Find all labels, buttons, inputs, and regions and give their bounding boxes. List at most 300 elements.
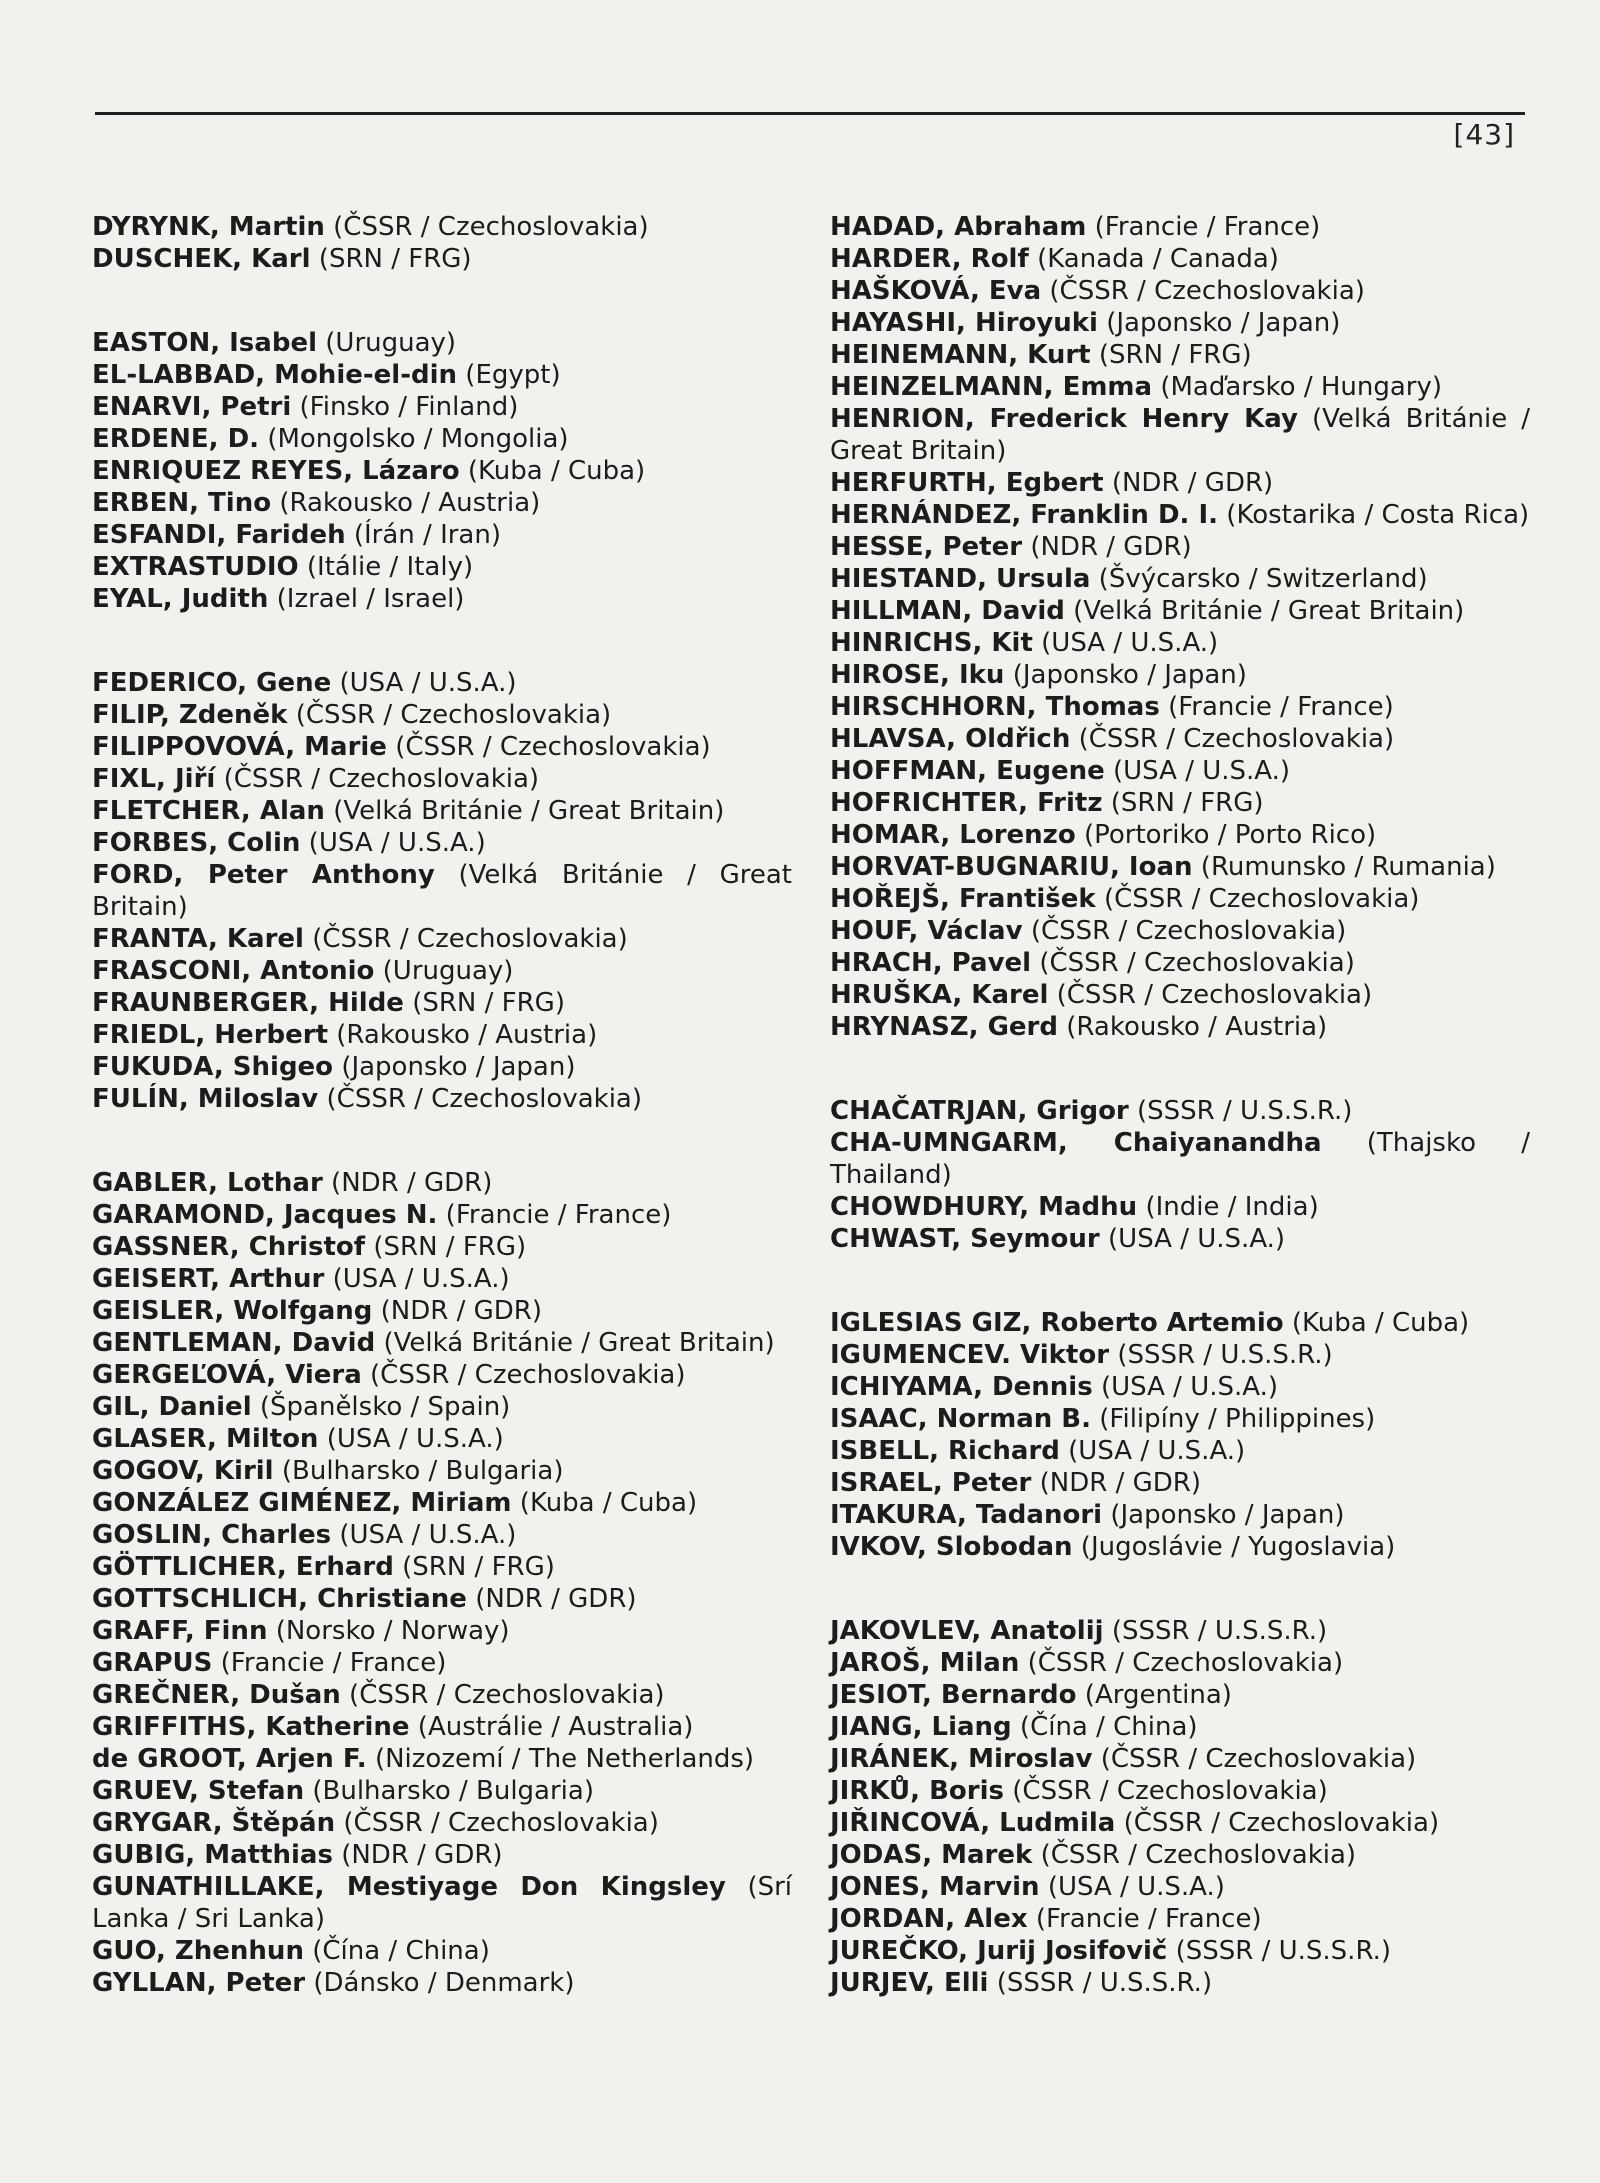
index-entry — [830, 1615, 1530, 1647]
index-entry — [92, 1871, 792, 1935]
entry-country: (ČSSR / Czechoslovakia) — [312, 924, 628, 954]
entry-country: (Nizozemí / The Netherlands) — [374, 1744, 755, 1774]
entry-country: (Kuba / Cuba) — [519, 1488, 698, 1518]
entry-country: (Írán / Iran) — [353, 520, 501, 550]
entry-name: HIRSCHHORN, Thomas — [830, 692, 1160, 722]
entry-country: (NDR / GDR) — [341, 1840, 503, 1870]
entry-name: GENTLEMAN, David — [92, 1328, 376, 1358]
index-entry — [830, 1371, 1530, 1403]
entry-country: (NDR / GDR) — [1030, 532, 1192, 562]
entry-name: HAYASHI, Hiroyuki — [830, 308, 1098, 338]
entry-name: GUNATHILLAKE, Mestiyage Don Kingsley — [92, 1872, 726, 1902]
index-entry — [830, 947, 1530, 979]
letter-group — [830, 1307, 1530, 1563]
entry-country: (ČSSR / Czechoslovakia) — [1039, 948, 1355, 978]
entry-country: (Norsko / Norway) — [275, 1616, 510, 1646]
index-entry — [830, 339, 1530, 371]
entry-name: FRANTA, Karel — [92, 924, 304, 954]
index-entry — [92, 1839, 792, 1871]
index-entry — [92, 1423, 792, 1455]
entry-name: ESFANDI, Farideh — [92, 520, 346, 550]
page-number: [43] — [1453, 118, 1515, 151]
entry-country: (Francie / France) — [1168, 692, 1394, 722]
entry-country: (ČSSR / Czechoslovakia) — [1027, 1648, 1344, 1678]
entry-name: ERDENE, D. — [92, 424, 260, 454]
entry-name: HRACH, Pavel — [830, 948, 1032, 978]
entry-country: (Dánsko / Denmark) — [313, 1968, 575, 1998]
index-entry — [830, 755, 1530, 787]
index-entry — [830, 1807, 1530, 1839]
entry-name: FORD, Peter Anthony — [92, 860, 435, 890]
index-entry — [92, 859, 792, 923]
index-entry — [92, 1019, 792, 1051]
entry-country: (Velká Británie / Great Britain) — [92, 860, 792, 922]
entry-country: (Španělsko / Spain) — [259, 1392, 511, 1422]
index-entry — [92, 1743, 792, 1775]
entry-name: GIL, Daniel — [92, 1392, 252, 1422]
index-entry — [92, 795, 792, 827]
index-entry — [92, 1391, 792, 1423]
entry-name: HIROSE, Iku — [830, 660, 1005, 690]
entry-country: (Čína / China) — [1019, 1712, 1198, 1742]
index-entry — [830, 691, 1530, 723]
entry-country: (Kuba / Cuba) — [1291, 1308, 1470, 1338]
entry-name: HLAVSA, Oldřich — [830, 724, 1071, 754]
index-entry — [830, 307, 1530, 339]
entry-name: HERNÁNDEZ, Franklin D. I. — [830, 500, 1219, 530]
entry-name: HOFFMAN, Eugene — [830, 756, 1105, 786]
entry-name: GOGOV, Kiril — [92, 1456, 274, 1486]
index-entry — [92, 1295, 792, 1327]
entry-country: (ČSSR / Czechoslovakia) — [1103, 884, 1420, 914]
entry-name: JAKOVLEV, Anatolij — [830, 1616, 1104, 1646]
entry-country: (USA / U.S.A.) — [326, 1424, 504, 1454]
index-entry — [92, 1935, 792, 1967]
entry-country: (SRN / FRG) — [1098, 340, 1252, 370]
entry-country: (Rakousko / Austria) — [1066, 1012, 1328, 1042]
index-entry — [830, 1903, 1530, 1935]
entry-name: GRUEV, Stefan — [92, 1776, 305, 1806]
index-entry — [830, 1435, 1530, 1467]
entry-name: HARDER, Rolf — [830, 244, 1029, 274]
entry-name: FRIEDL, Herbert — [92, 1020, 329, 1050]
entry-name: HRUŠKA, Karel — [830, 980, 1049, 1010]
entry-name: JORDAN, Alex — [830, 1904, 1028, 1934]
index-entry — [830, 1775, 1530, 1807]
index-entry — [92, 1967, 792, 1999]
entry-name: HOŘEJŠ, František — [830, 884, 1096, 914]
entry-country: (Velká Británie / Great Britain) — [830, 404, 1531, 466]
entry-name: HOFRICHTER, Fritz — [830, 788, 1103, 818]
entry-country: (Thajsko / Thailand) — [830, 1128, 1530, 1190]
entry-country: (USA / U.S.A.) — [339, 1520, 517, 1550]
entry-country: (NDR / GDR) — [1039, 1468, 1201, 1498]
entry-name: GUBIG, Matthias — [92, 1840, 333, 1870]
entry-name: GREČNER, Dušan — [92, 1680, 341, 1710]
index-entry — [92, 487, 792, 519]
entry-country: (ČSSR / Czechoslovakia) — [1030, 916, 1347, 946]
entry-name: GRAPUS — [92, 1648, 213, 1678]
entry-country: (Rumunsko / Rumania) — [1200, 852, 1496, 882]
index-entry — [830, 595, 1530, 627]
index-entry — [92, 1519, 792, 1551]
entry-name: IVKOV, Slobodan — [830, 1532, 1073, 1562]
entry-country: (Japonsko / Japan) — [1106, 308, 1341, 338]
entry-country: (SRN / FRG) — [373, 1232, 527, 1262]
entry-name: JIANG, Liang — [830, 1712, 1012, 1742]
entry-country: (ČSSR / Czechoslovakia) — [295, 700, 612, 730]
entry-country: (ČSSR / Czechoslovakia) — [223, 764, 540, 794]
entry-name: GRYGAR, Štěpán — [92, 1808, 336, 1838]
letter-group — [92, 327, 792, 615]
entry-name: ENARVI, Petri — [92, 392, 292, 422]
entry-country: (Kuba / Cuba) — [467, 456, 646, 486]
entry-name: ERBEN, Tino — [92, 488, 272, 518]
letter-group — [830, 1615, 1530, 1999]
entry-name: de GROOT, Arjen F. — [92, 1744, 367, 1774]
entry-country: (Bulharsko / Bulgaria) — [281, 1456, 564, 1486]
letter-group — [830, 1095, 1530, 1255]
entry-country: (ČSSR / Czechoslovakia) — [1100, 1744, 1417, 1774]
index-entry — [92, 1711, 792, 1743]
entry-name: GRIFFITHS, Katherine — [92, 1712, 410, 1742]
index-entry — [830, 1679, 1530, 1711]
entry-name: JODAS, Marek — [830, 1840, 1033, 1870]
index-entry — [830, 1191, 1530, 1223]
entry-country: (ČSSR / Czechoslovakia) — [1040, 1840, 1357, 1870]
entry-country: (Itálie / Italy) — [306, 552, 474, 582]
index-entry — [830, 1011, 1530, 1043]
index-entry — [830, 1531, 1530, 1563]
index-entry — [92, 1167, 792, 1199]
entry-country: (ČSSR / Czechoslovakia) — [343, 1808, 659, 1838]
index-entry — [92, 955, 792, 987]
entry-country: (Bulharsko / Bulgaria) — [312, 1776, 594, 1806]
entry-country: (SSSR / U.S.S.R.) — [1117, 1340, 1333, 1370]
entry-country: (Mongolsko / Mongolia) — [267, 424, 569, 454]
entry-name: HESSE, Peter — [830, 532, 1023, 562]
entry-country: (USA / U.S.A.) — [1041, 628, 1219, 658]
index-entry — [830, 1871, 1530, 1903]
index-entry — [92, 1359, 792, 1391]
entry-country: (NDR / GDR) — [1111, 468, 1274, 498]
entry-country: (Uruguay) — [325, 328, 457, 358]
entry-name: FIXL, Jiří — [92, 764, 216, 794]
index-entry — [830, 1223, 1530, 1255]
index-entry — [830, 1499, 1530, 1531]
entry-name: IGUMENCEV. Viktor — [830, 1340, 1110, 1370]
index-entry — [92, 1327, 792, 1359]
entry-country: (Japonsko / Japan) — [341, 1052, 576, 1082]
entry-country: (USA / U.S.A.) — [1113, 756, 1291, 786]
entry-country: (NDR / GDR) — [331, 1168, 493, 1198]
entry-name: EYAL, Judith — [92, 584, 269, 614]
letter-group — [92, 667, 792, 1115]
entry-name: GERGEĽOVÁ, Viera — [92, 1360, 362, 1390]
index-entry — [92, 327, 792, 359]
entry-name: HIESTAND, Ursula — [830, 564, 1091, 594]
index-entry — [830, 1935, 1530, 1967]
entry-country: (USA / U.S.A.) — [1047, 1872, 1225, 1902]
right-column — [830, 211, 1530, 2051]
entry-country: (Francie / France) — [1035, 1904, 1262, 1934]
entry-name: HOMAR, Lorenzo — [830, 820, 1076, 850]
entry-country: (Velká Británie / Great Britain) — [1073, 596, 1465, 626]
index-entry — [92, 1551, 792, 1583]
index-entry — [92, 519, 792, 551]
index-entry — [92, 923, 792, 955]
header-rule — [95, 112, 1525, 115]
index-entry — [830, 627, 1530, 659]
entry-name: JAROŠ, Milan — [830, 1648, 1020, 1678]
entry-name: HENRION, Frederick Henry Kay — [830, 404, 1298, 434]
index-entry — [830, 819, 1530, 851]
entry-country: (USA / U.S.A.) — [1100, 1372, 1278, 1402]
entry-country: (NDR / GDR) — [475, 1584, 637, 1614]
entry-country: (Rakousko / Austria) — [336, 1020, 598, 1050]
entry-name: ITAKURA, Tadanori — [830, 1500, 1103, 1530]
entry-name: GLASER, Milton — [92, 1424, 319, 1454]
index-entry — [830, 659, 1530, 691]
index-entry — [830, 1307, 1530, 1339]
entry-name: FILIPPOVOVÁ, Marie — [92, 732, 387, 762]
index-entry — [92, 359, 792, 391]
index-entry — [92, 827, 792, 859]
entry-country: (Indie / India) — [1145, 1192, 1319, 1222]
entry-country: (ČSSR / Czechoslovakia) — [1056, 980, 1373, 1010]
entry-name: JONES, Marvin — [830, 1872, 1040, 1902]
entry-name: EASTON, Isabel — [92, 328, 317, 358]
entry-country: (SRN / FRG) — [412, 988, 565, 1018]
entry-country: (Izrael / Israel) — [276, 584, 465, 614]
entry-name: HAŠKOVÁ, Eva — [830, 276, 1042, 306]
entry-name: HRYNASZ, Gerd — [830, 1012, 1058, 1042]
index-entry — [92, 423, 792, 455]
entry-country: (Velká Británie / Great Britain) — [333, 796, 725, 826]
entry-country: (Čína / China) — [312, 1936, 490, 1966]
index-entry — [92, 583, 792, 615]
index-entry — [92, 1583, 792, 1615]
index-entry — [830, 851, 1530, 883]
entry-name: CHA-UMNGARM, Chaiyanandha — [830, 1128, 1322, 1158]
entry-name: GUO, Zhenhun — [92, 1936, 304, 1966]
index-entry — [92, 763, 792, 795]
entry-country: (SSSR / U.S.S.R.) — [1111, 1616, 1328, 1646]
entry-country: (Velká Británie / Great Britain) — [383, 1328, 775, 1358]
index-entry — [92, 1083, 792, 1115]
entry-name: FUKUDA, Shigeo — [92, 1052, 334, 1082]
letter-group — [830, 211, 1530, 1043]
index-entry — [92, 1647, 792, 1679]
entry-name: CHAČATRJAN, Grigor — [830, 1096, 1129, 1126]
entry-name: FULÍN, Miloslav — [92, 1084, 319, 1114]
entry-country: (NDR / GDR) — [380, 1296, 543, 1326]
index-entry — [830, 403, 1530, 467]
entry-name: IGLESIAS GIZ, Roberto Artemio — [830, 1308, 1284, 1338]
entry-name: ICHIYAMA, Dennis — [830, 1372, 1093, 1402]
entry-name: JURJEV, Elli — [830, 1968, 989, 1998]
entry-country: (SRN / FRG) — [1110, 788, 1264, 818]
entry-name: HEINZELMANN, Emma — [830, 372, 1153, 402]
entry-country: (Kanada / Canada) — [1037, 244, 1279, 274]
entry-country: (SSSR / U.S.S.R.) — [1175, 1936, 1391, 1966]
entry-country: (Uruguay) — [382, 956, 514, 986]
index-entry — [830, 1095, 1530, 1127]
entry-name: FLETCHER, Alan — [92, 796, 325, 826]
entry-name: JIRÁNEK, Miroslav — [830, 1744, 1093, 1774]
entry-country: (USA / U.S.A.) — [339, 668, 517, 698]
index-entry — [830, 531, 1530, 563]
entry-country: (Filipíny / Philippines) — [1099, 1404, 1376, 1434]
index-entry — [830, 275, 1530, 307]
entry-name: GASSNER, Christof — [92, 1232, 366, 1262]
index-entry — [92, 1679, 792, 1711]
entry-country: (USA / U.S.A.) — [308, 828, 486, 858]
index-entry — [92, 731, 792, 763]
entry-country: (ČSSR / Czechoslovakia) — [1012, 1776, 1328, 1806]
entry-name: FRAUNBERGER, Hilde — [92, 988, 404, 1018]
entry-country: (Finsko / Finland) — [299, 392, 519, 422]
entry-name: HEINEMANN, Kurt — [830, 340, 1091, 370]
index-entry — [830, 211, 1530, 243]
entry-country: (USA / U.S.A.) — [1068, 1436, 1246, 1466]
entry-name: ISRAEL, Peter — [830, 1468, 1032, 1498]
entry-name: GRAFF, Finn — [92, 1616, 268, 1646]
entry-name: FORBES, Colin — [92, 828, 301, 858]
index-entry — [830, 467, 1530, 499]
entry-country: (Austrálie / Australia) — [417, 1712, 694, 1742]
entry-country: (USA / U.S.A.) — [1108, 1224, 1286, 1254]
entry-country: (Japonsko / Japan) — [1012, 660, 1247, 690]
index-entry — [92, 1487, 792, 1519]
entry-name: GONZÁLEZ GIMÉNEZ, Miriam — [92, 1488, 512, 1518]
entry-country: (Portoriko / Porto Rico) — [1083, 820, 1377, 850]
entry-name: ISAAC, Norman B. — [830, 1404, 1091, 1434]
letter-group — [92, 211, 792, 275]
entry-name: FRASCONI, Antonio — [92, 956, 375, 986]
entry-name: GEISLER, Wolfgang — [92, 1296, 373, 1326]
index-entry — [92, 211, 792, 243]
index-entry — [830, 1467, 1530, 1499]
index-entry — [830, 1403, 1530, 1435]
entry-name: CHOWDHURY, Madhu — [830, 1192, 1138, 1222]
entry-name: HADAD, Abraham — [830, 212, 1087, 242]
index-entry — [92, 1807, 792, 1839]
index-entry — [830, 1967, 1530, 1999]
entry-name: HINRICHS, Kit — [830, 628, 1033, 658]
entry-country: (Rakousko / Austria) — [279, 488, 541, 518]
index-entry — [92, 391, 792, 423]
entry-country: (SSSR / U.S.S.R.) — [996, 1968, 1213, 1998]
entry-name: GYLLAN, Peter — [92, 1968, 306, 1998]
entry-country: (ČSSR / Czechoslovakia) — [1078, 724, 1395, 754]
index-entry — [830, 243, 1530, 275]
entry-country: (SRN / FRG) — [402, 1552, 555, 1582]
entry-country: (Francie / France) — [1094, 212, 1321, 242]
entry-name: GEISERT, Arthur — [92, 1264, 325, 1294]
index-entry — [830, 563, 1530, 595]
index-entry — [830, 1839, 1530, 1871]
entry-name: CHWAST, Seymour — [830, 1224, 1100, 1254]
entry-name: GÖTTLICHER, Erhard — [92, 1552, 394, 1582]
entry-name: EXTRASTUDIO — [92, 552, 299, 582]
index-entry — [830, 787, 1530, 819]
index-entry — [92, 551, 792, 583]
index-entry — [830, 1743, 1530, 1775]
entry-name: DUSCHEK, Karl — [92, 244, 311, 274]
index-entry — [92, 1199, 792, 1231]
entry-country: (Francie / France) — [445, 1200, 672, 1230]
entry-name: ENRIQUEZ REYES, Lázaro — [92, 456, 460, 486]
letter-group — [92, 1167, 792, 1999]
index-entry — [92, 1051, 792, 1083]
entry-name: DYRYNK, Martin — [92, 212, 325, 242]
index-entry — [92, 699, 792, 731]
index-entry — [830, 723, 1530, 755]
entry-name: HERFURTH, Egbert — [830, 468, 1104, 498]
index-entry — [830, 979, 1530, 1011]
entry-country: (SSSR / U.S.S.R.) — [1137, 1096, 1353, 1126]
index-entry — [92, 1231, 792, 1263]
index-entry — [830, 1647, 1530, 1679]
index-entry — [830, 1711, 1530, 1743]
entry-country: (SRN / FRG) — [318, 244, 472, 274]
entry-name: GOTTSCHLICH, Christiane — [92, 1584, 467, 1614]
entry-country: (ČSSR / Czechoslovakia) — [333, 212, 649, 242]
entry-country: (ČSSR / Czechoslovakia) — [370, 1360, 686, 1390]
entry-country: (Japonsko / Japan) — [1110, 1500, 1345, 1530]
index-entry — [92, 1455, 792, 1487]
left-column — [92, 211, 792, 2051]
index-entry — [92, 243, 792, 275]
entry-country: (ČSSR / Czechoslovakia) — [326, 1084, 643, 1114]
entry-country: (ČSSR / Czechoslovakia) — [349, 1680, 665, 1710]
entry-name: HORVAT-BUGNARIU, Ioan — [830, 852, 1193, 882]
entry-name: HILLMAN, David — [830, 596, 1065, 626]
entry-name: JIRKŮ, Boris — [830, 1776, 1004, 1806]
entry-name: GARAMOND, Jacques N. — [92, 1200, 438, 1230]
index-entry — [830, 371, 1530, 403]
entry-name: FILIP, Zdeněk — [92, 700, 288, 730]
entry-country: (Švýcarsko / Switzerland) — [1098, 564, 1428, 594]
entry-country: (Egypt) — [465, 360, 561, 390]
index-entry — [92, 667, 792, 699]
index-entry — [830, 915, 1530, 947]
entry-country: (ČSSR / Czechoslovakia) — [395, 732, 711, 762]
entry-name: JESIOT, Bernardo — [830, 1680, 1077, 1710]
entry-name: JIŘINCOVÁ, Ludmila — [830, 1808, 1116, 1838]
entry-country: (Maďarsko / Hungary) — [1160, 372, 1443, 402]
entry-name: JUREČKO, Jurij Josifovič — [830, 1936, 1168, 1966]
entry-country: (Kostarika / Costa Rica) — [1226, 500, 1530, 530]
index-entry — [830, 499, 1530, 531]
entry-country: (Francie / France) — [220, 1648, 447, 1678]
entry-name: HOUF, Václav — [830, 916, 1023, 946]
entry-country: (Argentina) — [1084, 1680, 1232, 1710]
entry-country: (Jugoslávie / Yugoslavia) — [1080, 1532, 1396, 1562]
index-entry — [830, 1339, 1530, 1371]
entry-name: GOSLIN, Charles — [92, 1520, 332, 1550]
index-entry — [92, 1775, 792, 1807]
entry-country: (Srí Lanka / Sri Lanka) — [92, 1872, 792, 1934]
entry-name: FEDERICO, Gene — [92, 668, 332, 698]
entry-country: (USA / U.S.A.) — [332, 1264, 510, 1294]
index-entry — [92, 987, 792, 1019]
index-entry — [830, 883, 1530, 915]
entry-name: EL-LABBAD, Mohie-el-din — [92, 360, 458, 390]
entry-country: (ČSSR / Czechoslovakia) — [1123, 1808, 1440, 1838]
index-entry — [92, 1263, 792, 1295]
